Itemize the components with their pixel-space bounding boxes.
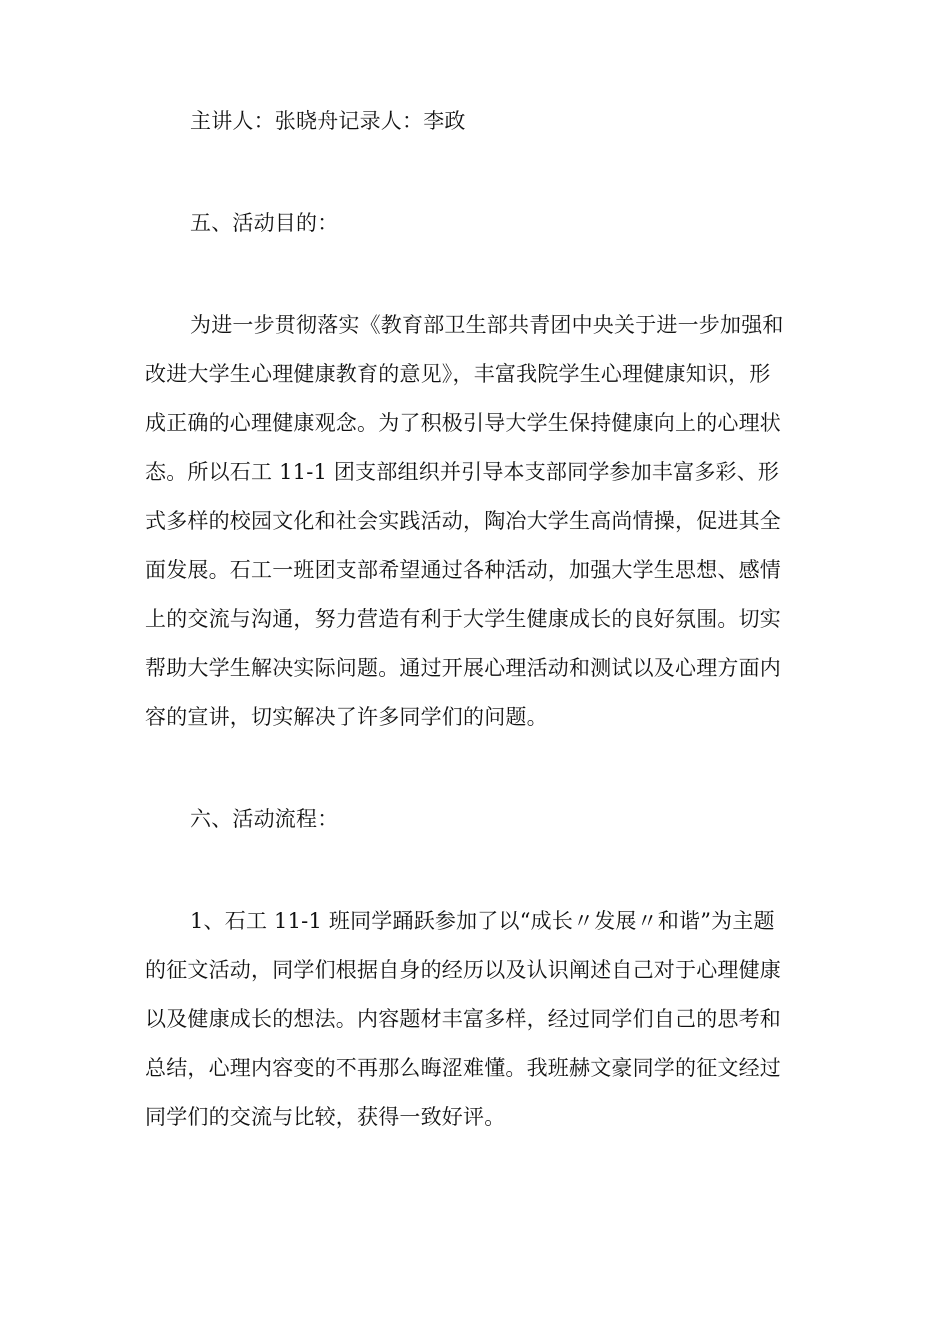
paragraph-line: 式多样的校园文化和社会实践活动，陶冶大学生高尚情操，促进其全	[145, 509, 781, 533]
paragraph-line: 面发展。石工一班团支部希望通过各种活动，加强大学生思想、感情	[145, 558, 781, 582]
paragraph-line: 改进大学生心理健康教育的意见》，丰富我院学生心理健康知识，形	[145, 362, 771, 386]
section-6-heading: 六、活动流程：	[190, 807, 339, 831]
section-5-heading: 五、活动目的：	[190, 211, 339, 235]
paragraph-line: 成正确的心理健康观念。为了积极引导大学生保持健康向上的心理状	[145, 411, 781, 435]
paragraph-line: 同学们的交流与比较，获得一致好评。	[145, 1105, 506, 1129]
paragraph-line: 容的宣讲，切实解决了许多同学们的问题。	[145, 705, 548, 729]
paragraph-line: 总结，心理内容变的不再那么晦涩难懂。我班赫文豪同学的征文经过	[145, 1056, 781, 1080]
paragraph-line: 态。所以石工 11-1 团支部组织并引导本支部同学参加丰富多彩、形	[145, 460, 780, 484]
paragraph-line: 的征文活动，同学们根据自身的经历以及认识阐述自己对于心理健康	[145, 958, 781, 982]
paragraph-line: 上的交流与沟通，努力营造有利于大学生健康成长的良好氛围。切实	[145, 607, 781, 631]
speaker-line: 主讲人：张晓舟记录人：李政	[190, 109, 466, 133]
paragraph-line: 为进一步贯彻落实《教育部卫生部共青团中央关于进一步加强和	[190, 313, 784, 337]
paragraph-line: 以及健康成长的想法。内容题材丰富多样，经过同学们自己的思考和	[145, 1007, 781, 1031]
paragraph-line: 帮助大学生解决实际问题。通过开展心理活动和测试以及心理方面内	[145, 656, 781, 680]
paragraph-line: 1、石工 11-1 班同学踊跃参加了以“成长〃发展〃和谐”为主题	[190, 909, 775, 933]
